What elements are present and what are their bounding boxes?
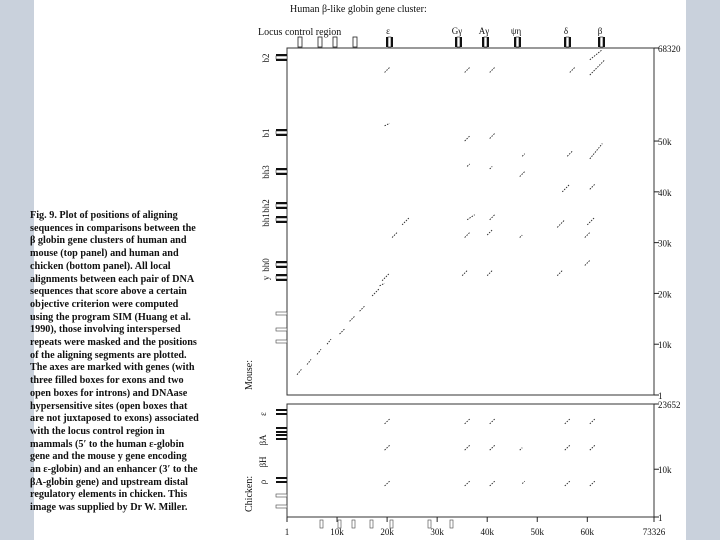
x-tick-label: 20k — [380, 527, 394, 537]
mouse-y-tick-label: 40k — [658, 187, 672, 198]
mouse-gene-intron-mark — [276, 263, 287, 266]
human-gene-label: Aγ — [478, 26, 490, 36]
human-gene-label: β — [597, 26, 603, 36]
chicken-regulatory-box — [276, 494, 287, 497]
caption-line: Fig. 9. Plot of positions of aligning — [30, 210, 178, 221]
mouse-gene-exon-mark — [276, 202, 287, 204]
chicken-alignment-segment — [490, 445, 495, 450]
mouse-alignment-segment — [402, 217, 410, 225]
x-axis-feature-box — [370, 520, 373, 528]
chicken-panel-frame — [287, 404, 654, 517]
lcr-label: Locus control region — [258, 27, 342, 38]
mouse-alignment-segment — [317, 349, 321, 354]
mouse-gene-exon-mark — [276, 274, 287, 276]
caption-line: using the program SIM (Huang et al. — [30, 311, 191, 323]
human-gene-label: ε — [386, 26, 390, 36]
mouse-gene-exon-mark — [276, 279, 287, 281]
x-tick-label: 50k — [530, 527, 545, 537]
mouse-gene-label: b2 — [261, 53, 271, 63]
chicken-gene-label: βH — [258, 456, 268, 468]
caption-line: regulatory elements in chicken. This — [30, 489, 188, 501]
chicken-y-tick-label: 10k — [658, 465, 672, 476]
human-gene-label: Gγ — [451, 26, 463, 36]
x-tick-label: 60k — [580, 527, 595, 537]
mouse-alignment-segment — [490, 166, 493, 169]
mouse-alignment-segment — [467, 164, 470, 167]
mouse-gene-exon-mark — [276, 261, 287, 263]
chicken-alignment-segment — [465, 445, 470, 450]
mouse-alignment-segment — [392, 232, 397, 237]
chicken-alignment-segment — [565, 481, 570, 486]
human-gene-exon-mark — [519, 37, 521, 47]
mouse-alignment-segment — [385, 123, 390, 126]
chicken-alignment-segment — [465, 481, 470, 486]
caption-line: mouse (top panel) and human and — [30, 248, 179, 260]
mouse-y-tick-label: 20k — [658, 289, 672, 300]
mouse-alignment-segment — [382, 273, 390, 281]
x-tick-label: 10k — [330, 527, 344, 537]
mouse-alignment-segment — [590, 184, 595, 189]
caption-line: 1990), those involving interspersed — [30, 324, 181, 336]
chicken-alignment-segment — [565, 419, 570, 424]
caption-line: The axes are marked with genes (with — [30, 362, 195, 374]
mouse-alignment-segment — [327, 339, 331, 344]
chicken-gene-exon-mark — [276, 431, 287, 433]
figure-title: Human β-like globin gene cluster: — [290, 4, 427, 15]
mouse-alignment-segment — [567, 151, 572, 156]
caption-line: objective criterion were computed — [30, 298, 179, 310]
mouse-gene-exon-mark — [276, 168, 287, 170]
chicken-gene-exon-mark — [276, 477, 287, 479]
mouse-gene-exon-mark — [276, 266, 287, 268]
chicken-alignment-segment — [490, 481, 495, 486]
chicken-alignment-segment — [590, 445, 595, 450]
chicken-alignment-segment — [590, 419, 595, 424]
chicken-y-tick-label: 1 — [658, 513, 663, 523]
mouse-alignment-segment — [385, 67, 390, 72]
caption-line: are not juxtaposed to exons) associated — [30, 413, 199, 425]
caption-line: chicken (bottom panel). All local — [30, 260, 171, 272]
human-gene-exon-mark — [391, 37, 393, 47]
x-tick-label: 30k — [430, 527, 444, 537]
chicken-alignment-segment — [490, 419, 495, 424]
mouse-gene-intron-mark — [276, 131, 287, 134]
mouse-y-tick-label: 10k — [658, 340, 672, 351]
caption-line: with the locus control region in — [30, 425, 165, 437]
x-axis-feature-box — [450, 520, 453, 528]
figure-caption — [30, 210, 230, 515]
mouse-alignment-segment — [487, 271, 492, 276]
chicken-y-tick-label: 23652 — [658, 400, 681, 410]
chicken-alignment-segment — [565, 445, 570, 450]
human-gene-intron-mark — [600, 37, 603, 47]
mouse-alignment-segment — [465, 136, 470, 141]
caption-line: repeats were masked and the positions — [30, 337, 197, 349]
human-gene-exon-mark — [603, 37, 605, 47]
mouse-y-tick-label: 68320 — [658, 44, 681, 54]
mouse-alignment-segment — [562, 184, 570, 192]
mouse-gene-intron-mark — [276, 170, 287, 173]
mouse-y-tick-label: 1 — [658, 391, 663, 401]
chicken-gene-exon-mark — [276, 413, 287, 415]
x-tick-label: 73326 — [642, 527, 666, 537]
mouse-gene-exon-mark — [276, 54, 287, 56]
mouse-alignment-segment — [590, 50, 603, 60]
human-gene-label: ψη — [510, 26, 522, 36]
mouse-alignment-segment — [467, 215, 475, 220]
mouse-alignment-segment — [490, 67, 495, 72]
mouse-hypersensitive-site-box — [276, 328, 287, 331]
caption-line: image was supplied by Dr W. Miller. — [30, 502, 188, 514]
mouse-gene-exon-mark — [276, 129, 287, 131]
mouse-alignment-segment — [350, 316, 355, 321]
chicken-gene-label: ρ — [258, 479, 268, 485]
human-gene-intron-mark — [457, 37, 460, 47]
caption-line: gene and the mouse y gene encoding — [30, 451, 187, 463]
mouse-alignment-segment — [465, 67, 470, 72]
mouse-panel-frame — [287, 48, 654, 395]
lcr-hypersensitive-site-box — [353, 37, 357, 47]
chicken-gene-exon-mark — [276, 409, 287, 411]
lcr-hypersensitive-site-box — [298, 37, 302, 47]
human-gene-intron-mark — [484, 37, 487, 47]
human-gene-label: δ — [563, 26, 569, 36]
mouse-alignment-segment — [462, 271, 467, 276]
mouse-alignment-segment — [340, 329, 345, 334]
mouse-alignment-segment — [360, 306, 365, 311]
mouse-alignment-segment — [587, 217, 595, 225]
mouse-hypersensitive-site-box — [276, 312, 287, 315]
chicken-gene-label: βA — [258, 434, 268, 446]
chicken-alignment-segment — [465, 419, 470, 424]
mouse-alignment-segment — [520, 235, 523, 238]
mouse-gene-intron-mark — [276, 56, 287, 59]
mouse-alignment-segment — [570, 67, 575, 72]
mouse-alignment-segment — [520, 172, 525, 177]
mouse-gene-exon-mark — [276, 134, 287, 136]
x-tick-label: 1 — [284, 527, 290, 537]
human-gene-intron-mark — [388, 37, 391, 47]
caption-line: sequences that score above a certain — [30, 286, 187, 298]
human-gene-exon-mark — [569, 37, 571, 47]
human-gene-intron-mark — [516, 37, 519, 47]
mouse-alignment-segment — [487, 230, 492, 235]
mouse-alignment-segment — [590, 60, 605, 75]
caption-line: mammals (5′ to the human ε-globin — [30, 438, 185, 450]
caption-line: three filled boxes for exons and two — [30, 375, 184, 387]
chicken-regulatory-box — [276, 505, 287, 508]
mouse-gene-exon-mark — [276, 207, 287, 209]
x-tick-label: 40k — [480, 527, 494, 537]
mouse-alignment-segment — [372, 288, 380, 296]
caption-line: an ε-globin) and an enhancer (3′ to the — [30, 464, 198, 476]
caption-line: of the aligning segments are plotted. — [30, 349, 187, 361]
mouse-gene-label: bh0 — [261, 258, 271, 272]
mouse-alignment-segment — [522, 154, 525, 157]
mouse-panel-label: Mouse: — [244, 360, 255, 390]
mouse-alignment-segment — [585, 260, 590, 265]
chicken-alignment-segment — [520, 448, 523, 450]
mouse-gene-label: y — [261, 275, 271, 281]
mouse-alignment-segment — [380, 283, 385, 286]
mouse-gene-exon-mark — [276, 173, 287, 175]
chicken-gene-exon-mark — [276, 427, 287, 429]
mouse-gene-exon-mark — [276, 221, 287, 223]
mouse-gene-label: bh2 — [261, 199, 271, 213]
mouse-y-tick-label: 50k — [658, 137, 672, 148]
mouse-alignment-segment — [590, 144, 603, 159]
x-axis-feature-box — [352, 520, 355, 528]
human-gene-intron-mark — [566, 37, 569, 47]
mouse-alignment-segment — [585, 232, 590, 237]
mouse-alignment-segment — [490, 133, 495, 138]
chicken-alignment-segment — [385, 419, 390, 424]
caption-line: hypersensitive sites (open boxes that — [30, 400, 188, 412]
caption-line: alignments between each pair of DNA — [30, 273, 195, 285]
human-gene-exon-mark — [460, 37, 462, 47]
mouse-gene-label: bh1 — [261, 213, 271, 227]
caption-line: β globin gene clusters of human and — [30, 235, 187, 247]
chicken-gene-exon-mark — [276, 481, 287, 483]
mouse-gene-exon-mark — [276, 216, 287, 218]
mouse-gene-intron-mark — [276, 218, 287, 221]
mouse-gene-exon-mark — [276, 59, 287, 61]
chicken-gene-label: ε — [258, 412, 268, 416]
chicken-panel-label: Chicken: — [244, 475, 255, 512]
mouse-alignment-segment — [490, 215, 495, 220]
lcr-hypersensitive-site-box — [318, 37, 322, 47]
mouse-hypersensitive-site-box — [276, 340, 287, 343]
mouse-gene-label: b1 — [261, 128, 271, 138]
mouse-alignment-segment — [557, 220, 565, 228]
mouse-gene-label: bh3 — [261, 165, 271, 179]
lcr-hypersensitive-site-box — [333, 37, 337, 47]
chicken-alignment-segment — [522, 481, 525, 483]
mouse-gene-intron-mark — [276, 204, 287, 207]
chicken-alignment-segment — [385, 445, 390, 450]
mouse-alignment-segment — [307, 359, 311, 364]
mouse-alignment-segment — [465, 232, 470, 237]
mouse-gene-intron-mark — [276, 276, 287, 279]
caption-line: sequences in comparisons between the — [30, 222, 196, 234]
chicken-alignment-segment — [590, 481, 595, 486]
chicken-gene-exon-mark — [276, 434, 287, 436]
chicken-alignment-segment — [385, 481, 390, 486]
human-gene-exon-mark — [487, 37, 489, 47]
caption-line: βA-globin gene) and upstream distal — [30, 476, 189, 488]
mouse-alignment-segment — [557, 271, 562, 276]
caption-line: open boxes for introns) and DNAase — [30, 387, 188, 399]
mouse-y-tick-label: 30k — [658, 238, 672, 249]
x-axis-feature-box — [320, 520, 323, 528]
chicken-gene-exon-mark — [276, 438, 287, 440]
mouse-alignment-segment — [297, 369, 302, 375]
